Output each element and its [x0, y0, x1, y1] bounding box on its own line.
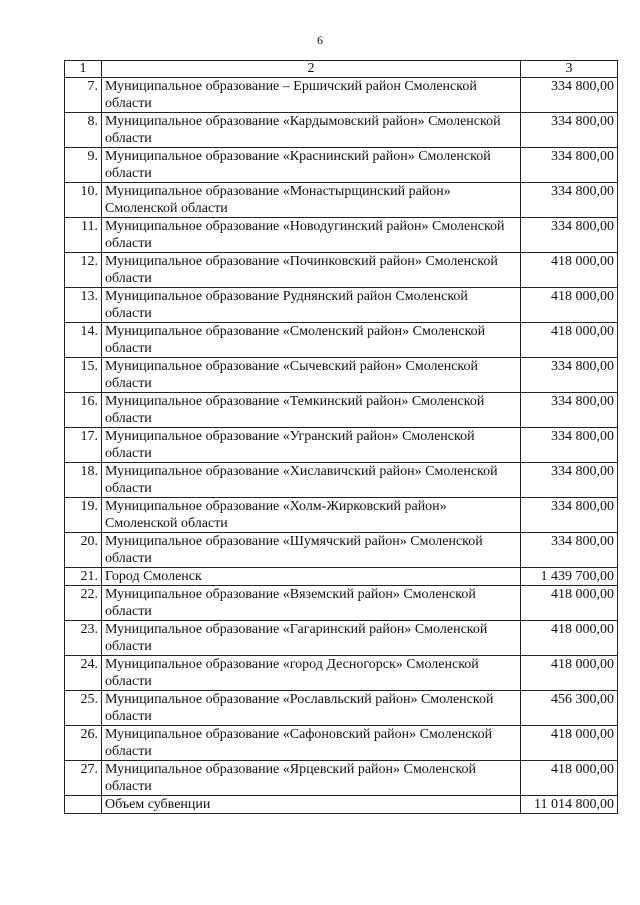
row-number: 17.	[65, 428, 102, 463]
total-row-number	[65, 796, 102, 814]
row-number: 15.	[65, 358, 102, 393]
table-row	[65, 148, 618, 183]
municipality-name: Муниципальное образование «Краснинский район» Смоленской области	[102, 148, 521, 183]
municipality-name: Муниципальное образование «Кардымовский район» Смоленской области	[102, 113, 521, 148]
subvention-amount: 1 439 700,00	[521, 568, 618, 586]
row-number: 20.	[65, 533, 102, 568]
table-row	[65, 253, 618, 288]
municipality-name: Муниципальное образование «Шумячский район» Смоленской области	[102, 533, 521, 568]
municipality-name: Город Смоленск	[102, 568, 521, 586]
municipality-name: Муниципальное образование «город Десногорск» Смоленской области	[102, 656, 521, 691]
row-number: 19.	[65, 498, 102, 533]
table-row	[65, 656, 618, 691]
table-row	[65, 498, 618, 533]
table-row	[65, 586, 618, 621]
municipality-name: Муниципальное образование «Сафоновский район» Смоленской области	[102, 726, 521, 761]
subvention-amount: 456 300,00	[521, 691, 618, 726]
table-total-row	[65, 796, 618, 814]
subvention-amount: 418 000,00	[521, 586, 618, 621]
row-number: 10.	[65, 183, 102, 218]
table-row	[65, 113, 618, 148]
subvention-amount: 418 000,00	[521, 253, 618, 288]
municipality-name: Муниципальное образование «Сычевский район» Смоленской области	[102, 358, 521, 393]
subvention-amount: 334 800,00	[521, 533, 618, 568]
subvention-amount: 334 800,00	[521, 183, 618, 218]
row-number: 21.	[65, 568, 102, 586]
table-body	[65, 78, 618, 814]
row-number: 7.	[65, 78, 102, 113]
municipality-name: Муниципальное образование «Гагаринский район» Смоленской области	[102, 621, 521, 656]
column-header-number: 1	[65, 61, 102, 78]
table-row	[65, 183, 618, 218]
subvention-amount: 418 000,00	[521, 726, 618, 761]
municipality-name: Муниципальное образование «Темкинский район» Смоленской области	[102, 393, 521, 428]
table-row	[65, 218, 618, 253]
column-header-amount: 3	[521, 61, 618, 78]
subvention-amount: 334 800,00	[521, 113, 618, 148]
subvention-amount: 334 800,00	[521, 148, 618, 183]
table-row	[65, 428, 618, 463]
municipality-name: Муниципальное образование «Починковский район» Смоленской области	[102, 253, 521, 288]
row-number: 14.	[65, 323, 102, 358]
municipality-name: Муниципальное образование «Рославльский район» Смоленской области	[102, 691, 521, 726]
table-row	[65, 621, 618, 656]
subvention-amount: 334 800,00	[521, 498, 618, 533]
table-header-row	[65, 61, 618, 78]
table-row	[65, 691, 618, 726]
table-row	[65, 463, 618, 498]
table-row	[65, 288, 618, 323]
table-row	[65, 393, 618, 428]
municipality-name: Муниципальное образование «Хиславичский район» Смоленской области	[102, 463, 521, 498]
table-row	[65, 78, 618, 113]
table-row	[65, 533, 618, 568]
row-number: 23.	[65, 621, 102, 656]
subvention-amount: 418 000,00	[521, 656, 618, 691]
row-number: 27.	[65, 761, 102, 796]
municipality-name: Муниципальное образование «Новодугинский район» Смоленской области	[102, 218, 521, 253]
row-number: 26.	[65, 726, 102, 761]
subvention-amount: 418 000,00	[521, 323, 618, 358]
municipality-name: Муниципальное образование «Вяземский район» Смоленской области	[102, 586, 521, 621]
subvention-amount: 418 000,00	[521, 288, 618, 323]
column-header-name: 2	[102, 61, 521, 78]
row-number: 11.	[65, 218, 102, 253]
municipality-name: Муниципальное образование «Холм-Жирковский район» Смоленской области	[102, 498, 521, 533]
row-number: 22.	[65, 586, 102, 621]
subvention-amount: 418 000,00	[521, 621, 618, 656]
total-municipality-name: Объем субвенции	[102, 796, 521, 814]
total-subvention-amount: 11 014 800,00	[521, 796, 618, 814]
subvention-amount: 334 800,00	[521, 218, 618, 253]
table-row	[65, 761, 618, 796]
municipality-name: Муниципальное образование – Ершичский район Смоленской области	[102, 78, 521, 113]
row-number: 9.	[65, 148, 102, 183]
subvention-amount: 334 800,00	[521, 428, 618, 463]
table-row	[65, 726, 618, 761]
row-number: 16.	[65, 393, 102, 428]
subvention-amount: 334 800,00	[521, 463, 618, 498]
row-number: 18.	[65, 463, 102, 498]
municipality-name: Муниципальное образование «Угранский район» Смоленской области	[102, 428, 521, 463]
municipality-name: Муниципальное образование «Монастырщинский район» Смоленской области	[102, 183, 521, 218]
row-number: 13.	[65, 288, 102, 323]
table-row	[65, 358, 618, 393]
municipality-name: Муниципальное образование «Смоленский район» Смоленской области	[102, 323, 521, 358]
subvention-amount: 334 800,00	[521, 78, 618, 113]
row-number: 24.	[65, 656, 102, 691]
table-row	[65, 568, 618, 586]
row-number: 25.	[65, 691, 102, 726]
subvention-amount: 334 800,00	[521, 358, 618, 393]
row-number: 8.	[65, 113, 102, 148]
municipality-name: Муниципальное образование Руднянский район Смоленской области	[102, 288, 521, 323]
table-row	[65, 323, 618, 358]
row-number: 12.	[65, 253, 102, 288]
subvention-table	[64, 60, 618, 814]
subvention-amount: 334 800,00	[521, 393, 618, 428]
subvention-amount: 418 000,00	[521, 761, 618, 796]
page-number: 6	[317, 33, 323, 47]
municipality-name: Муниципальное образование «Ярцевский район» Смоленской области	[102, 761, 521, 796]
